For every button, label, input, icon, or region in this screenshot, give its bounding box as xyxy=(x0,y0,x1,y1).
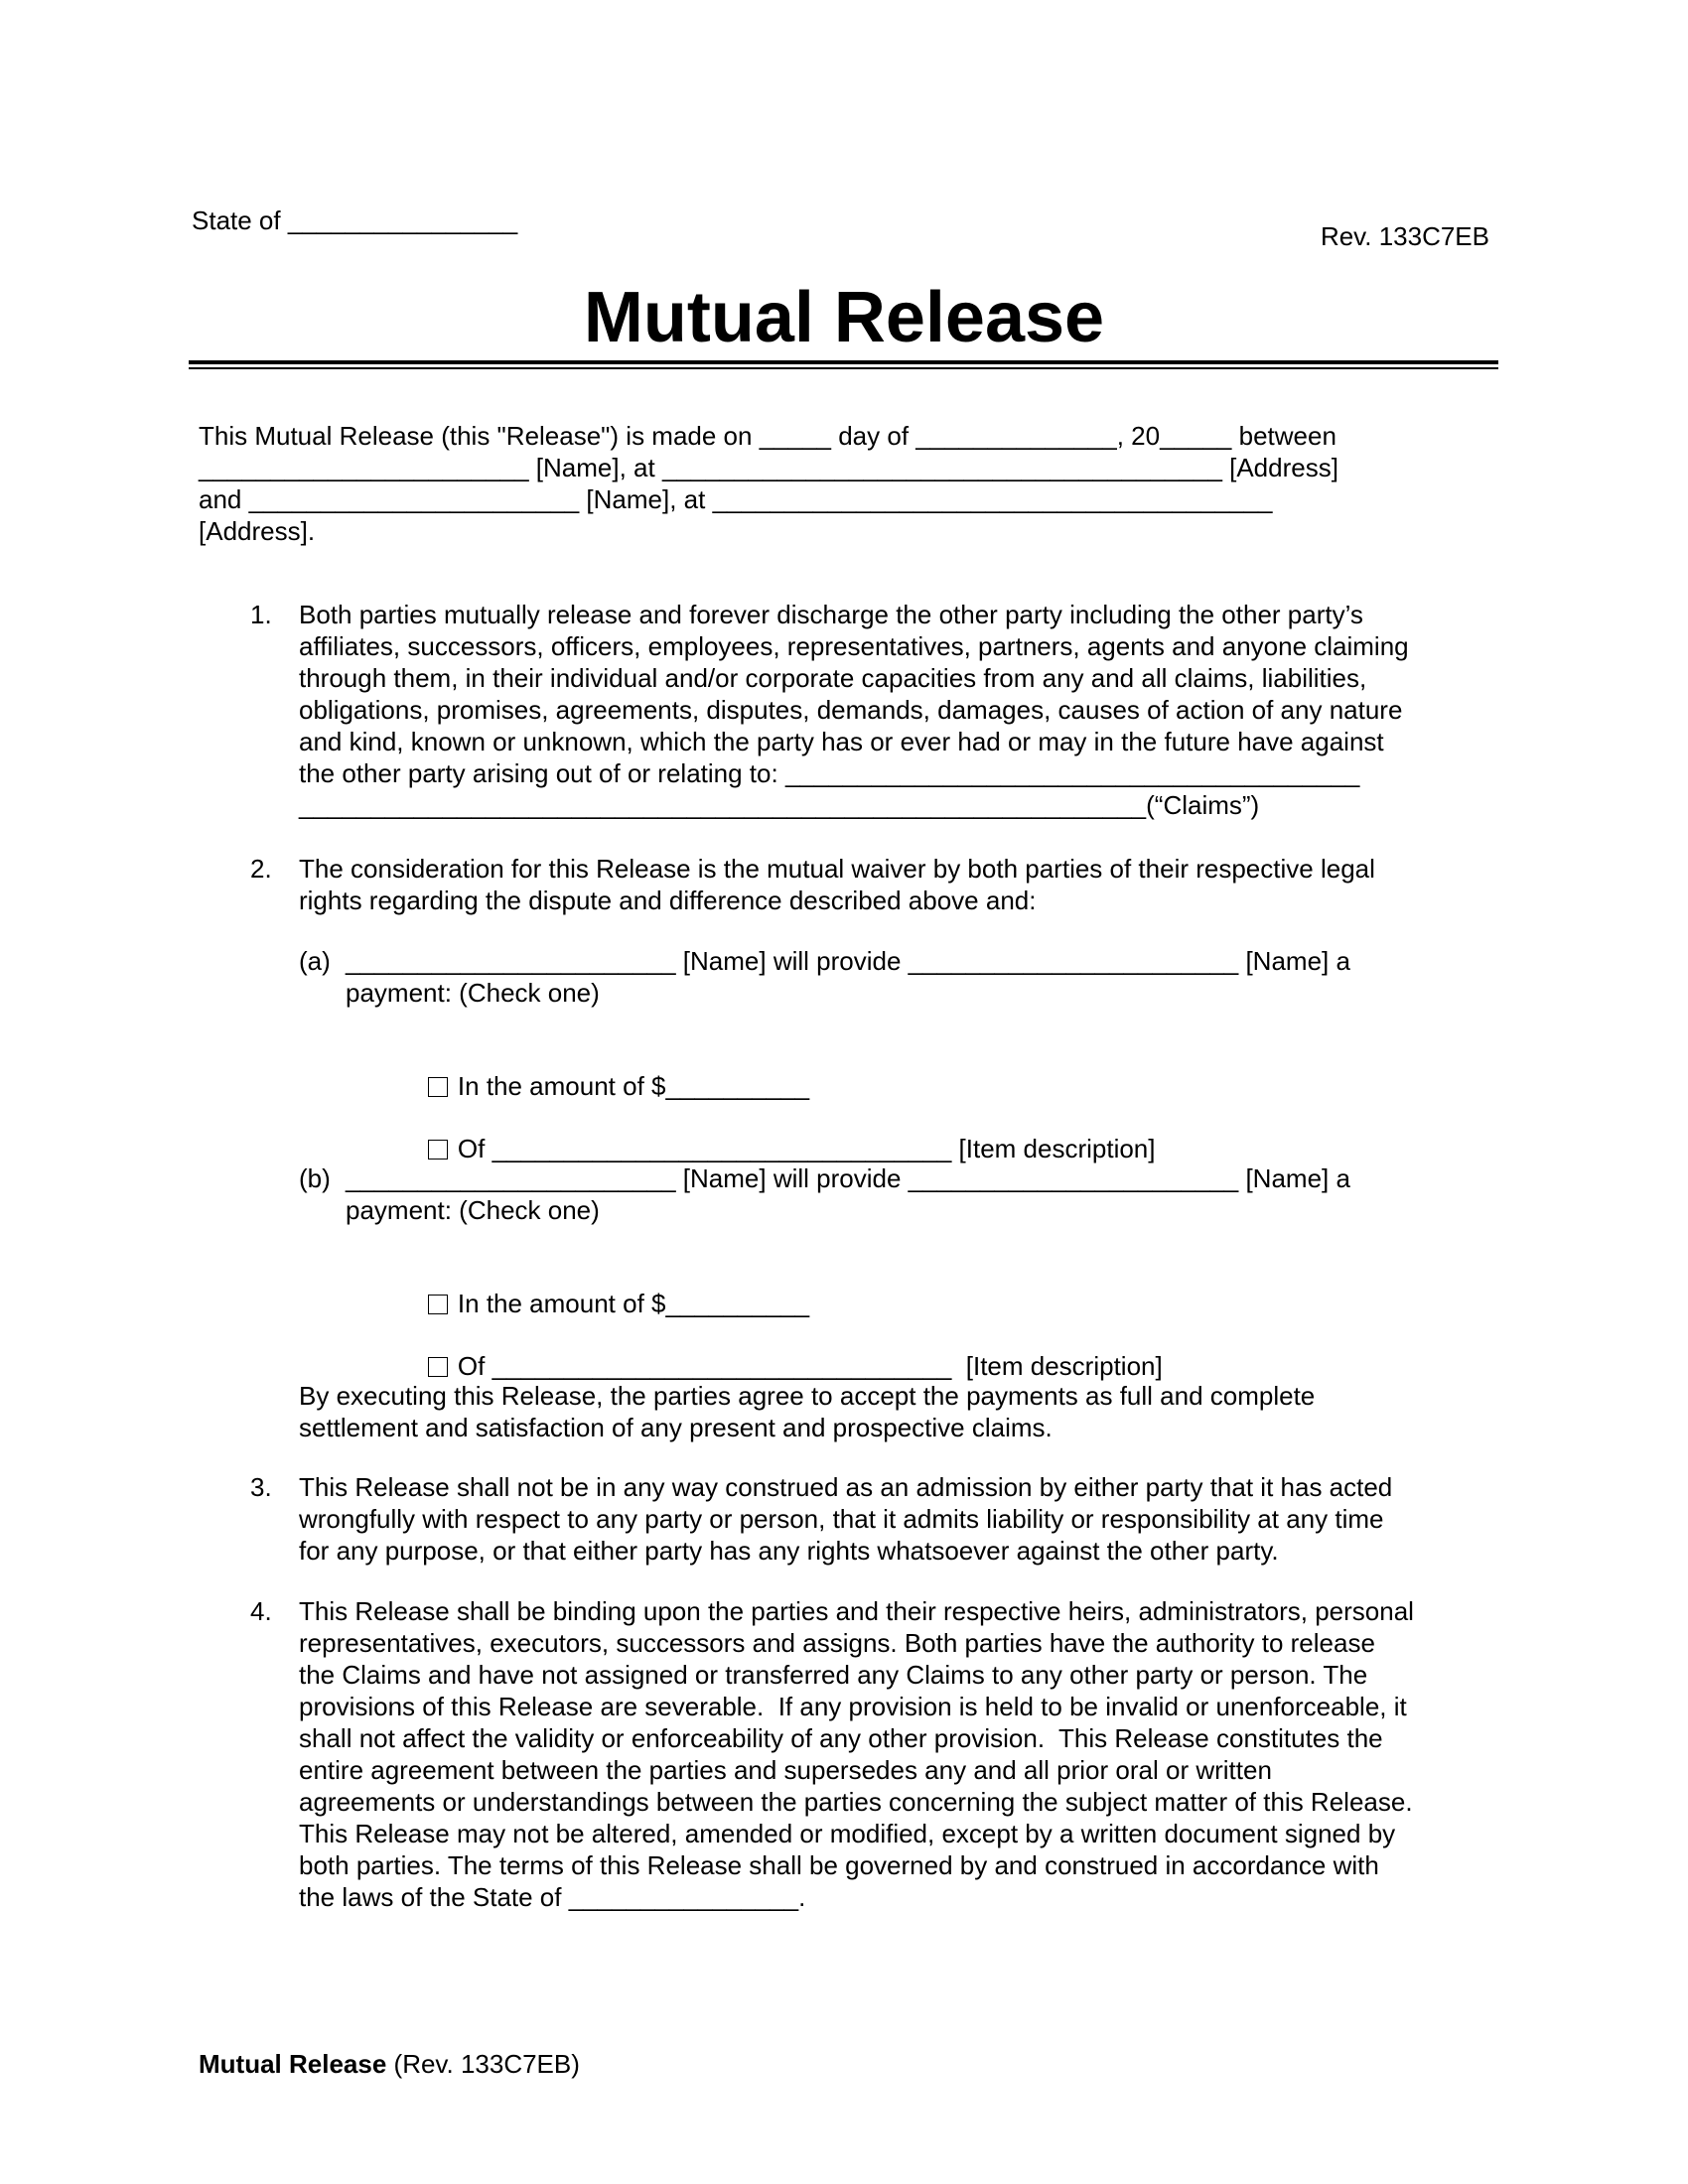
clause-line: This Release shall not be in any way construed as an admission by either party that it has acted xyxy=(299,1472,1393,1502)
revision-label: Rev. 133C7EB xyxy=(1320,221,1489,251)
clause-line: Both parties mutually release and forever discharge the other party including the other party’s xyxy=(299,600,1363,629)
clause-2-closing xyxy=(299,1380,1500,1443)
intro-line: _______________________ [Name], at _______________________________________ [Address] xyxy=(199,453,1338,482)
clause-line: the Claims and have not assigned or transferred any Claims to any other party or person. The xyxy=(299,1660,1368,1690)
subclause-label-b: (b) xyxy=(299,1163,331,1193)
subclause-a-line: _______________________ [Name] will provide _______________________ [Name] a xyxy=(346,946,1350,976)
footer-title: Mutual Release xyxy=(199,2049,387,2079)
clause-line: agreements or understandings between the parties concerning the subject matter of this Release. xyxy=(299,1787,1413,1817)
title-rule-thin xyxy=(189,367,1498,369)
intro-line: This Mutual Release (this "Release") is made on _____ day of ______________, 20_____ between xyxy=(199,421,1336,451)
clause-line: This Release shall be binding upon the parties and their respective heirs, administrators, personal xyxy=(299,1596,1414,1626)
page-title: Mutual Release xyxy=(583,278,1105,357)
clause-line: shall not affect the validity or enforceability of any other provision. This Release constitutes the xyxy=(299,1723,1383,1753)
clause-number-4: 4. xyxy=(250,1596,272,1626)
clause-line: affiliates, successors, officers, employees, representatives, partners, agents and anyone claiming xyxy=(299,631,1409,661)
clause-line: obligations, promises, agreements, disputes, demands, damages, causes of action of any nature xyxy=(299,695,1403,725)
intro-line: and _______________________ [Name], at _______________________________________ xyxy=(199,484,1273,514)
subclause-a-line: payment: (Check one) xyxy=(346,978,600,1008)
clause-line: entire agreement between the parties and supersedes any and all prior oral or written xyxy=(299,1755,1272,1785)
clause-line: By executing this Release, the parties agree to accept the payments as full and complete xyxy=(299,1381,1316,1411)
option-label: Of ________________________________ [Item description] xyxy=(457,1134,1156,1163)
footer-revision: (Rev. 133C7EB) xyxy=(393,2049,580,2079)
clause-line: The consideration for this Release is the mutual waiver by both parties of their respective legal xyxy=(299,854,1375,884)
title-rule-thick xyxy=(189,360,1498,364)
clause-line: rights regarding the dispute and difference described above and: xyxy=(299,886,1037,915)
clause-number-3: 3. xyxy=(250,1472,272,1502)
clause-number-2: 2. xyxy=(250,854,272,884)
clause-number-1: 1. xyxy=(250,600,272,629)
clause-line: the laws of the State of ________________. xyxy=(299,1882,806,1912)
checkbox[interactable] xyxy=(428,1077,448,1097)
checkbox[interactable] xyxy=(428,1295,448,1314)
clause-line: ___________________________________________________________(“Claims”) xyxy=(299,790,1260,820)
clause-line: through them, in their individual and/or corporate capacities from any and all claims, liabilities, xyxy=(299,663,1367,693)
clause-line: settlement and satisfaction of any present and prospective claims. xyxy=(299,1413,1053,1442)
state-field: State of ________________ xyxy=(192,205,518,235)
clause-line: representatives, executors, successors and assigns. Both parties have the authority to release xyxy=(299,1628,1375,1658)
checkbox[interactable] xyxy=(428,1140,448,1160)
subclause-b-line: payment: (Check one) xyxy=(346,1195,600,1225)
clause-1-body xyxy=(299,599,1500,821)
option-label: In the amount of $__________ xyxy=(457,1071,810,1101)
clause-4-body xyxy=(299,1595,1500,1913)
option-label: In the amount of $__________ xyxy=(457,1289,810,1318)
clause-3-body xyxy=(299,1471,1500,1567)
clause-line: wrongfully with respect to any party or person, that it admits liability or responsibility at any time xyxy=(299,1504,1384,1534)
checkbox[interactable] xyxy=(428,1357,448,1377)
intro-line: [Address]. xyxy=(199,516,316,546)
page-footer xyxy=(199,2048,580,2080)
intro-paragraph xyxy=(199,420,1489,547)
subclause-b-line: _______________________ [Name] will provide _______________________ [Name] a xyxy=(346,1163,1350,1193)
clause-2-body xyxy=(299,853,1500,916)
clause-line: both parties. The terms of this Release shall be governed by and construed in accordance with xyxy=(299,1850,1379,1880)
clause-line: provisions of this Release are severable. If any provision is held to be invalid or unenforceable, it xyxy=(299,1692,1407,1721)
clause-line: and kind, known or unknown, which the party has or ever had or may in the future have against xyxy=(299,727,1384,756)
clause-line: for any purpose, or that either party has any rights whatsoever against the other party. xyxy=(299,1536,1279,1566)
option-label: Of ________________________________ [Item description] xyxy=(457,1351,1163,1381)
clause-line: This Release may not be altered, amended or modified, except by a written document signed by xyxy=(299,1819,1396,1848)
subclause-label-a: (a) xyxy=(299,946,331,976)
clause-line: the other party arising out of or relating to: ________________________________________ xyxy=(299,758,1360,788)
